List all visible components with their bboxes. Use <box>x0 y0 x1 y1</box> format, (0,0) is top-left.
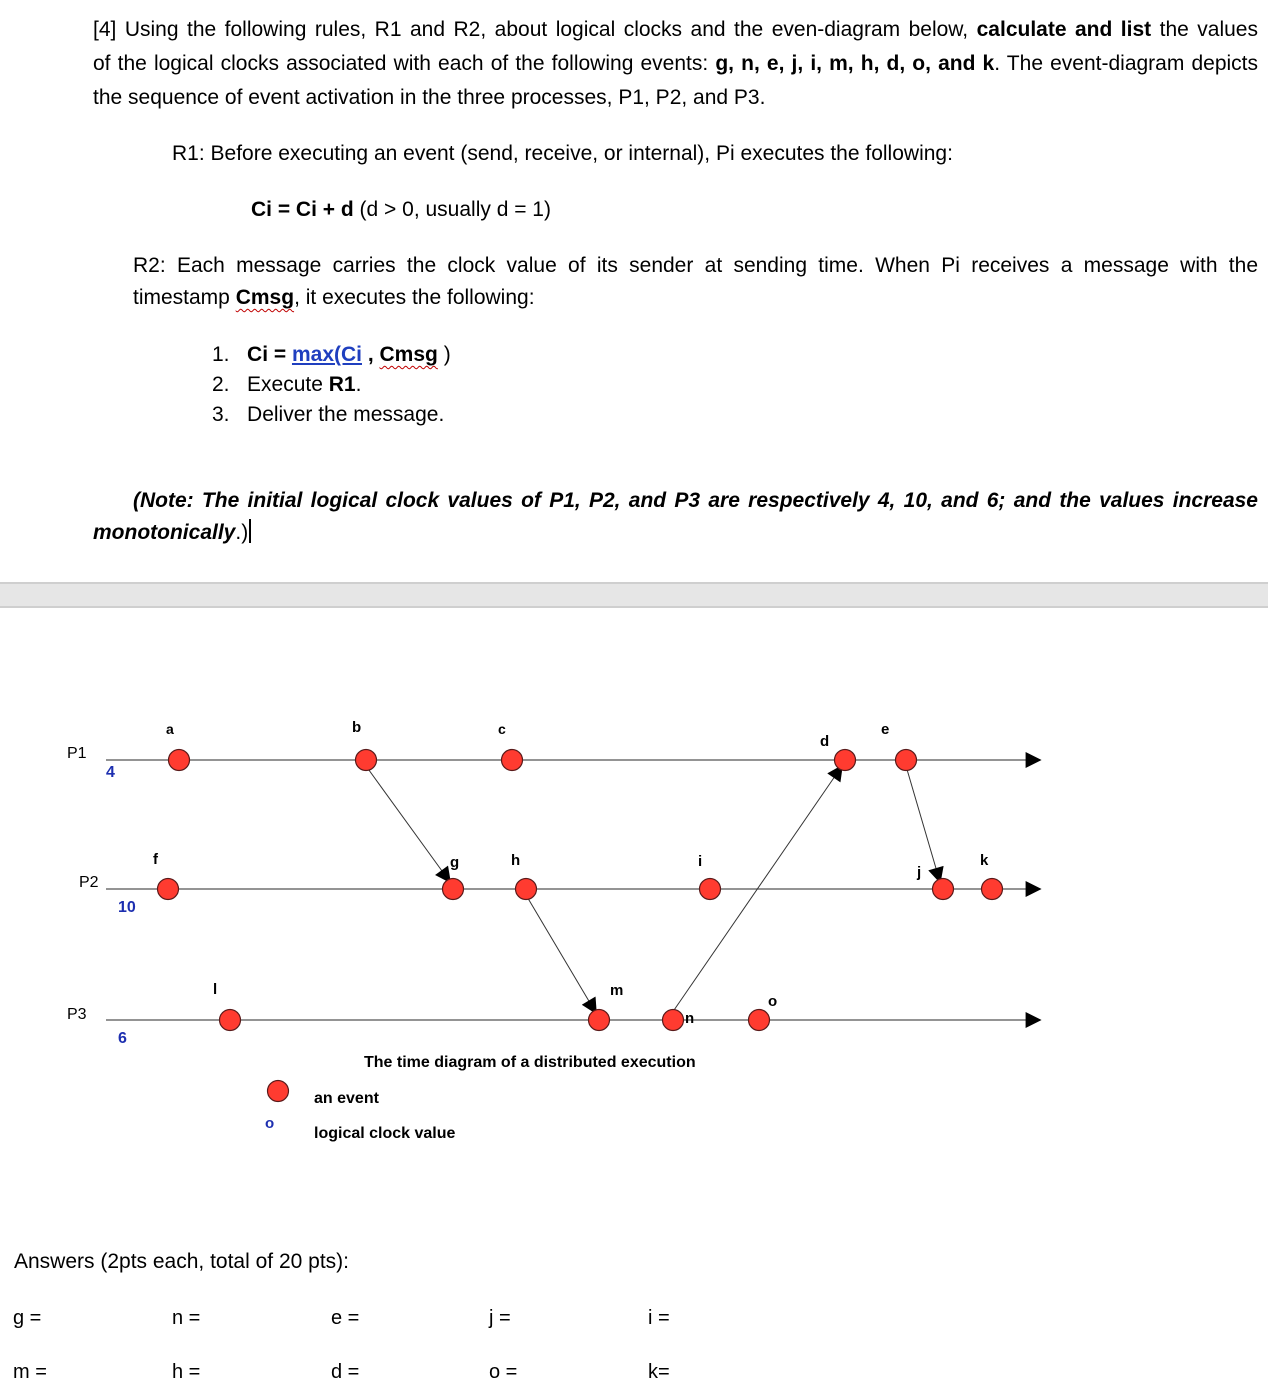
label-e: e <box>881 721 890 738</box>
legend-value-symbol: o <box>265 1115 275 1132</box>
rule-r2-line-2: timestamp Cmsg, it executes the following: <box>133 286 535 309</box>
message-e-to-j <box>906 766 940 882</box>
answer-h: h = <box>172 1361 201 1383</box>
step-3: 3. Deliver the message. <box>212 403 445 426</box>
event-d <box>835 750 856 771</box>
diagram-caption: The time diagram of a distributed execution <box>364 1054 696 1071</box>
answer-o: o = <box>489 1361 518 1383</box>
answer-e: e = <box>331 1307 360 1329</box>
label-f: f <box>153 851 158 868</box>
answer-d: d = <box>331 1361 360 1383</box>
event-o <box>749 1010 770 1031</box>
note-line-2: monotonically.) <box>93 516 251 550</box>
step-1: 1. Ci = max(Ci , Cmsg ) <box>212 343 451 366</box>
answer-m: m = <box>13 1361 47 1383</box>
event-j <box>933 879 954 900</box>
initial-value-p1: 4 <box>106 764 115 781</box>
event-m <box>589 1010 610 1031</box>
answer-k: k= <box>648 1361 670 1383</box>
step-2: 2. Execute R1. <box>212 373 362 396</box>
answer-j: j = <box>489 1307 511 1329</box>
question-line-3: the sequence of event activation in the three processes, P1, P2, and P3. <box>93 86 766 109</box>
label-g: g <box>450 854 460 871</box>
answer-g: g = <box>13 1307 42 1329</box>
rule-r2-line-1: R2: Each message carries the clock value of its sender at sending time. When Pi receives a message with the <box>133 254 1258 277</box>
label-h: h <box>511 852 521 869</box>
process-label-p1: P1 <box>67 745 87 762</box>
note-line-1: (Note: The initial logical clock values of P1, P2, and P3 are respectively 4, 10, and 6; and the values increase <box>133 489 1258 512</box>
answer-n: n = <box>172 1307 201 1329</box>
process-label-p3: P3 <box>67 1006 87 1023</box>
label-i: i <box>698 853 703 870</box>
label-a: a <box>166 721 174 737</box>
answer-i: i = <box>648 1307 670 1329</box>
label-b: b <box>352 719 362 736</box>
event-f <box>158 879 179 900</box>
event-i <box>700 879 721 900</box>
question-line-2: of the logical clocks associated with each of the following events: g, n, e, j, i, m, h, d, o, and k. The event-diagram depicts <box>93 52 1259 75</box>
question-line-1: [4] Using the following rules, R1 and R2, about logical clocks and the even-diagram below, calculate and list the values <box>93 18 1258 41</box>
label-l: l <box>213 981 218 998</box>
label-j: j <box>917 864 922 881</box>
event-k <box>982 879 1003 900</box>
event-l <box>220 1010 241 1031</box>
message-h-to-m <box>526 895 596 1013</box>
legend-value-label: logical clock value <box>314 1125 456 1142</box>
process-label-p2: P2 <box>79 874 99 891</box>
event-b <box>356 750 377 771</box>
rule-r1: R1: Before executing an event (send, receive, or internal), Pi executes the following: <box>172 142 953 165</box>
event-n <box>663 1010 684 1031</box>
answers-title: Answers (2pts each, total of 20 pts): <box>14 1250 349 1273</box>
event-g <box>443 879 464 900</box>
event-e <box>896 750 917 771</box>
label-m: m <box>610 982 624 999</box>
label-o: o <box>768 993 778 1010</box>
legend-event-label: an event <box>314 1090 379 1107</box>
event-h <box>516 879 537 900</box>
initial-value-p3: 6 <box>118 1030 127 1047</box>
label-d: d <box>820 733 830 750</box>
label-k: k <box>980 852 989 869</box>
event-a <box>169 750 190 771</box>
initial-value-p2: 10 <box>118 899 136 916</box>
legend-event-marker <box>268 1081 289 1102</box>
label-c: c <box>498 721 506 737</box>
event-c <box>502 750 523 771</box>
rule-r1-formula: Ci = Ci + d (d > 0, usually d = 1) <box>251 198 551 221</box>
label-n: n <box>685 1010 695 1027</box>
message-b-to-g <box>366 766 450 882</box>
